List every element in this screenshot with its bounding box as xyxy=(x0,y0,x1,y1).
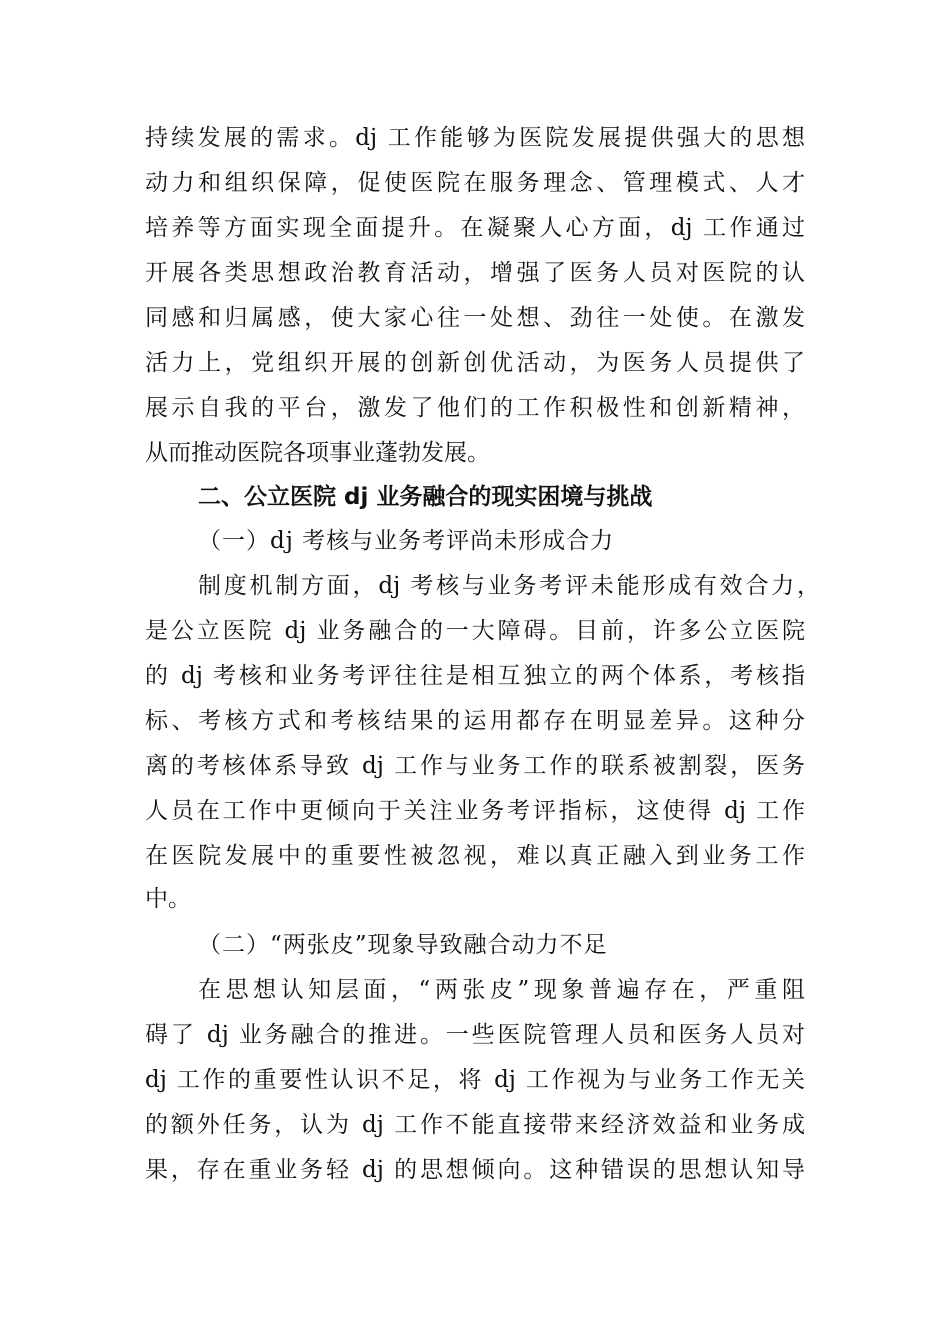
paragraph-line: 人员在工作中更倾向于关注业务考评指标，这使得 dj 工作 xyxy=(145,798,805,824)
paragraph-line: 展示自我的平台，激发了他们的工作积极性和创新精神， xyxy=(145,395,805,421)
paragraph-line: 离的考核体系导致 dj 工作与业务工作的联系被割裂，医务 xyxy=(145,753,805,779)
section-heading: 二、公立医院 dj 业务融合的现实困境与挑战 xyxy=(198,484,653,510)
paragraph-line: 制度机制方面，dj 考核与业务考评未能形成有效合力， xyxy=(198,573,820,599)
paragraph-line: 中。 xyxy=(145,886,191,912)
paragraph-line: 活力上，党组织开展的创新创优活动，为医务人员提供了 xyxy=(145,350,805,376)
paragraph-line: 标、考核方式和考核结果的运用都存在明显差异。这种分 xyxy=(145,708,805,734)
paragraph-line: 培养等方面实现全面提升。在凝聚人心方面，dj 工作通过 xyxy=(145,215,805,241)
paragraph-line: 从而推动医院各项事业蓬勃发展。 xyxy=(145,440,490,466)
paragraph-line: 开展各类思想政治教育活动，增强了医务人员对医院的认 xyxy=(145,260,805,286)
subsection-heading: （二）“两张皮”现象导致融合动力不足 xyxy=(198,932,608,958)
paragraph-line: 持续发展的需求。dj 工作能够为医院发展提供强大的思想 xyxy=(145,125,805,151)
paragraph-line: 同感和归属感，使大家心往一处想、劲往一处使。在激发 xyxy=(145,305,805,331)
paragraph-line: 的额外任务，认为 dj 工作不能直接带来经济效益和业务成 xyxy=(145,1112,805,1138)
paragraph-line: 动力和组织保障，促使医院在服务理念、管理模式、人才 xyxy=(145,170,805,196)
paragraph-line: 在思想认知层面，“两张皮”现象普遍存在，严重阻 xyxy=(198,977,805,1003)
paragraph-line: 果，存在重业务轻 dj 的思想倾向。这种错误的思想认知导 xyxy=(145,1157,805,1183)
paragraph-line: 碍了 dj 业务融合的推进。一些医院管理人员和医务人员对 xyxy=(145,1022,805,1048)
paragraph-line: 在医院发展中的重要性被忽视，难以真正融入到业务工作 xyxy=(145,843,805,869)
paragraph-line: 的 dj 考核和业务考评往往是相互独立的两个体系，考核指 xyxy=(145,663,805,689)
subsection-heading: （一）dj 考核与业务考评尚未形成合力 xyxy=(198,528,615,554)
paragraph-line: 是公立医院 dj 业务融合的一大障碍。目前，许多公立医院 xyxy=(145,618,805,644)
paragraph-line: dj 工作的重要性认识不足，将 dj 工作视为与业务工作无关 xyxy=(145,1067,805,1093)
